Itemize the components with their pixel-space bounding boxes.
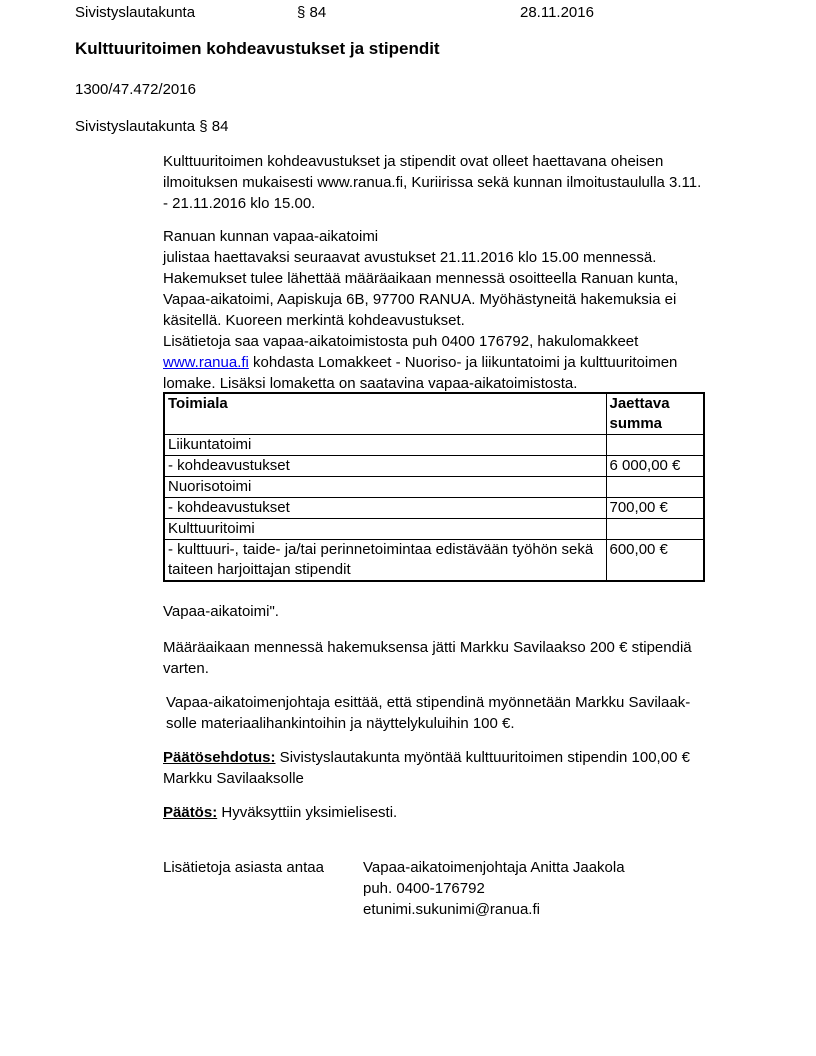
decision-proposal-line: Markku Savilaaksolle <box>163 770 304 787</box>
table-row <box>164 435 704 456</box>
announcement-line: Ranuan kunnan vapaa-aikatoimi <box>163 228 379 245</box>
cell-summa <box>606 519 704 540</box>
doc-header <box>0 3 816 22</box>
proposal-intro-line: solle materiaalihankintoihin ja näyttelykuluihin 100 €. <box>166 715 515 732</box>
application-paragraph <box>163 637 723 679</box>
section-reference: Sivistyslautakunta § 84 <box>75 118 229 135</box>
table-row <box>164 540 704 582</box>
header-committee: Sivistyslautakunta <box>75 4 196 21</box>
intro-paragraph <box>163 151 723 214</box>
announcement-link-line-rest: kohdasta Lomakkeet - Nuoriso- ja liikuntatoimi ja kulttuuritoimen <box>248 354 678 371</box>
cell-toimiala: - kulttuuri-, taide- ja/tai perinnetoimintaa edistävään työhön sekä taiteen harjoittajan stipendit <box>164 540 606 582</box>
table-row <box>164 498 704 519</box>
grants-table <box>163 392 705 582</box>
column-header-toimiala: Toimiala <box>164 393 606 435</box>
cell-toimiala: Kulttuuritoimi <box>164 519 606 540</box>
decision-paragraph <box>163 802 723 823</box>
announcement-link-line <box>163 352 723 373</box>
contact-details <box>363 857 625 920</box>
decision-proposal-line <box>163 747 723 768</box>
decision-proposal-label: Päätösehdotus: <box>163 749 276 766</box>
decision-label: Päätös: <box>163 804 218 821</box>
cell-toimiala: Nuorisotoimi <box>164 477 606 498</box>
application-line: Määräaikaan mennessä hakemuksensa jätti Markku Savilaakso 200 € stipendiä <box>163 639 692 656</box>
decision-proposal-text: Sivistyslautakunta myöntää kulttuuritoimen stipendin 100,00 € <box>275 749 690 766</box>
decision-text: Hyväksyttiin yksimielisesti. <box>217 804 398 821</box>
intro-line: - 21.11.2016 klo 15.00. <box>163 195 316 212</box>
contact-label: Lisätietoja asiasta antaa <box>163 859 324 876</box>
page-title: Kulttuuritoimen kohdeavustukset ja stipendit <box>75 39 440 58</box>
announcement-line: Vapaa-aikatoimi, Aapiskuja 6B, 97700 RANUA. Myöhästyneitä hakemuksia ei <box>163 291 677 308</box>
intro-line: Kulttuuritoimen kohdeavustukset ja stipendit ovat olleet haettavana oheisen <box>163 153 664 170</box>
cell-summa: 600,00 € <box>606 540 704 582</box>
announcement-line: käsitellä. Kuoreen merkintä kohdeavustukset. <box>163 312 465 329</box>
contact-phone: puh. 0400-176792 <box>363 880 485 897</box>
cell-toimiala: - kohdeavustukset <box>164 498 606 519</box>
cell-summa: 6 000,00 € <box>606 456 704 477</box>
contact-block <box>163 857 723 920</box>
decision-proposal-paragraph <box>163 747 723 789</box>
table-row <box>164 519 704 540</box>
document-body <box>163 151 723 920</box>
announcement-line: Lisätietoja saa vapaa-aikatoimistosta puh 0400 176792, hakulomakkeet <box>163 333 639 350</box>
announcement-line: Hakemukset tulee lähettää määräaikaan mennessä osoitteella Ranuan kunta, <box>163 270 679 287</box>
announcement-closing: Vapaa-aikatoimi". <box>163 603 279 620</box>
ranua-website-link[interactable]: www.ranua.fi <box>163 354 249 371</box>
cell-toimiala: - kohdeavustukset <box>164 456 606 477</box>
table-header-row <box>164 393 704 435</box>
announcement-paragraph <box>163 226 723 394</box>
application-line: varten. <box>163 660 209 677</box>
cell-summa <box>606 435 704 456</box>
cell-summa: 700,00 € <box>606 498 704 519</box>
table-row <box>164 477 704 498</box>
table-row <box>164 456 704 477</box>
proposal-intro-paragraph <box>163 692 723 734</box>
announcement-line: lomake. Lisäksi lomaketta on saatavina vapaa-aikatoimistosta. <box>163 375 578 392</box>
contact-person: Vapaa-aikatoimenjohtaja Anitta Jaakola <box>363 859 625 876</box>
header-section-number: § 84 <box>297 4 327 21</box>
column-header-jaettava-summa: Jaettava summa <box>606 393 704 435</box>
announcement-line: julistaa haettavaksi seuraavat avustukset 21.11.2016 klo 15.00 mennessä. <box>163 249 657 266</box>
intro-line: ilmoituksen mukaisesti www.ranua.fi, Kuriirissa sekä kunnan ilmoitustaululla 3.11. <box>163 174 702 191</box>
header-date: 28.11.2016 <box>520 4 594 21</box>
contact-email: etunimi.sukunimi@ranua.fi <box>363 901 540 918</box>
proposal-intro-line: Vapaa-aikatoimenjohtaja esittää, että stipendinä myönnetään Markku Savilaak- <box>166 694 691 711</box>
cell-summa <box>606 477 704 498</box>
diary-number: 1300/47.472/2016 <box>75 81 196 98</box>
cell-toimiala: Liikuntatoimi <box>164 435 606 456</box>
